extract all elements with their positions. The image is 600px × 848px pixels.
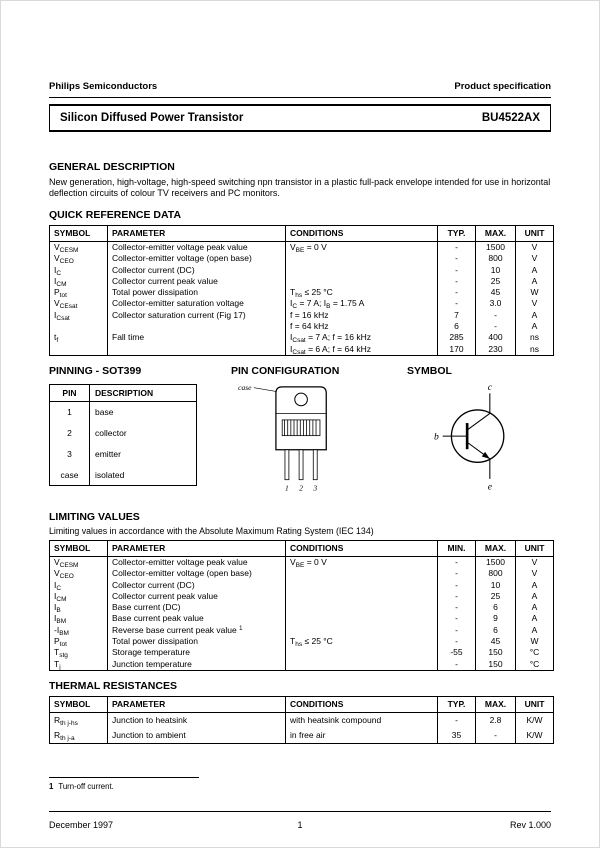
table-cell: ns	[516, 332, 554, 343]
table-row	[50, 401, 197, 422]
table-cell: -	[438, 276, 476, 287]
table-cell: -55	[438, 647, 476, 658]
table-cell: $T_{hs} \le 25$ °C	[286, 636, 438, 647]
pin-leg-2	[299, 450, 303, 480]
emitter-label: e	[487, 481, 492, 493]
case-label: case	[238, 382, 252, 392]
table-cell: A	[516, 276, 554, 287]
table-cell: 6	[438, 321, 476, 332]
table-cell: -	[476, 728, 516, 744]
part-number: BU4522AX	[481, 112, 540, 124]
quick-reference-heading: QUICK REFERENCE DATA	[49, 209, 182, 221]
table-row	[50, 276, 554, 287]
table-cell: Collector current peak value	[108, 591, 286, 602]
mounting-hole	[295, 393, 308, 406]
table-cell: $T_j$	[50, 659, 108, 671]
table-row	[50, 265, 554, 276]
column-header: PARAMETER	[108, 226, 286, 242]
document-header	[49, 81, 551, 92]
table-cell: $R_{th j-a}$	[50, 728, 108, 744]
limiting-values-heading: LIMITING VALUES	[49, 510, 140, 523]
symbol-column	[407, 365, 551, 502]
table-cell: Storage temperature	[108, 647, 286, 658]
table-row	[50, 568, 554, 579]
case-leader-line	[254, 388, 277, 392]
quick-reference-section	[49, 209, 551, 356]
table-row	[50, 659, 554, 671]
table-cell: $T_{hs} \le 25$ °C	[286, 287, 438, 298]
table-row	[50, 602, 554, 613]
table-cell	[108, 344, 286, 356]
table-row	[50, 580, 554, 591]
table-cell: emitter	[90, 443, 197, 464]
table-cell: Collector-emitter voltage (open base)	[108, 253, 286, 264]
table-cell: $V_{BE} = 0$ V	[286, 556, 438, 568]
table-cell: $V_{CEsat}$	[50, 298, 108, 309]
column-header: UNIT	[516, 226, 554, 242]
column-header: SYMBOL	[50, 540, 108, 556]
table-row	[50, 242, 554, 254]
header-rule	[49, 97, 551, 98]
footnote-body: Turn-off current.	[58, 782, 114, 791]
symbol-figure	[427, 381, 551, 498]
table-cell: V	[516, 568, 554, 579]
table-cell: $P_{tot}$	[50, 287, 108, 298]
column-header: MAX.	[476, 540, 516, 556]
pin-leg-3	[313, 450, 317, 480]
table-cell: K/W	[516, 712, 554, 728]
table-row	[50, 443, 197, 464]
table-cell: in free air	[286, 728, 438, 744]
limiting-values-table	[49, 540, 554, 671]
pin-configuration-figure	[235, 379, 407, 502]
table-row	[50, 613, 554, 624]
table-header-row	[50, 696, 554, 712]
table-cell: -	[438, 253, 476, 264]
document-title: Silicon Diffused Power Transistor	[60, 112, 244, 124]
table-cell: 10	[476, 580, 516, 591]
table-row	[50, 556, 554, 568]
table-cell: -	[438, 568, 476, 579]
table-cell: 800	[476, 253, 516, 264]
table-cell: A	[516, 580, 554, 591]
table-cell: -	[438, 287, 476, 298]
table-cell: 6	[476, 625, 516, 636]
table-cell: $V_{BE} = 0$ V	[286, 242, 438, 254]
column-header: CONDITIONS	[286, 226, 438, 242]
table-row	[50, 625, 554, 636]
table-cell	[286, 659, 438, 671]
table-cell: 3	[50, 443, 90, 464]
emitter-arrow	[482, 452, 490, 459]
table-cell: $I_C$	[50, 265, 108, 276]
footer-revision: Rev 1.000	[509, 820, 551, 830]
pinning-heading: PINNING - SOT399	[49, 364, 142, 377]
table-cell: 800	[476, 568, 516, 579]
table-cell: $I_B$	[50, 602, 108, 613]
table-row	[50, 636, 554, 647]
table-cell: °C	[516, 659, 554, 671]
column-header: SYMBOL	[50, 226, 108, 242]
table-cell: 45	[476, 287, 516, 298]
table-cell	[286, 253, 438, 264]
table-row	[50, 321, 554, 332]
table-cell: $t_f$	[50, 332, 108, 343]
pin-label-1: 1	[285, 483, 289, 493]
table-cell	[286, 647, 438, 658]
table-cell: Total power dissipation	[108, 287, 286, 298]
table-cell: $I_C = 7$ A; $I_B = 1.75$ A	[286, 298, 438, 309]
limiting-values-note: Limiting values in accordance with the Absolute Maximum Rating System (IEC 134)	[49, 525, 374, 536]
table-cell: -	[438, 659, 476, 671]
table-row	[50, 712, 554, 728]
general-description-section	[49, 161, 551, 199]
table-cell: $I_C$	[50, 580, 108, 591]
table-cell: Fall time	[108, 332, 286, 343]
table-cell	[50, 321, 108, 332]
package-drawing	[235, 379, 353, 497]
table-cell: $P_{tot}$	[50, 636, 108, 647]
table-cell: $R_{th j-hs}$	[50, 712, 108, 728]
table-cell	[286, 613, 438, 624]
limiting-values-section	[49, 511, 551, 671]
column-header: CONDITIONS	[286, 696, 438, 712]
table-cell: $-I_{BM}$	[50, 625, 108, 636]
table-cell: $I_{Csat}$	[50, 310, 108, 321]
table-cell: 1500	[476, 242, 516, 254]
thermal-resistances-heading: THERMAL RESISTANCES	[49, 679, 177, 692]
column-header: SYMBOL	[50, 696, 108, 712]
table-cell: Collector current peak value	[108, 276, 286, 287]
footer-date: December 1997	[49, 820, 114, 830]
table-cell: Collector-emitter voltage peak value	[108, 242, 286, 254]
table-cell	[50, 344, 108, 356]
pin-leg-1	[285, 450, 289, 480]
footnote-marker: 1	[49, 782, 54, 791]
table-cell: f = 64 kHz	[286, 321, 438, 332]
table-cell: -	[438, 712, 476, 728]
table-cell: 1500	[476, 556, 516, 568]
table-cell: A	[516, 602, 554, 613]
table-row	[50, 298, 554, 309]
table-cell: -	[476, 310, 516, 321]
table-cell: Collector-emitter voltage (open base)	[108, 568, 286, 579]
column-header: CONDITIONS	[286, 540, 438, 556]
table-cell: base	[90, 401, 197, 422]
table-cell: W	[516, 287, 554, 298]
table-cell: Junction to ambient	[108, 728, 286, 744]
transistor-symbol-drawing	[427, 381, 523, 493]
table-cell: isolated	[90, 464, 197, 485]
column-header: MIN.	[438, 540, 476, 556]
column-header: MAX.	[476, 226, 516, 242]
table-cell: -	[476, 321, 516, 332]
column-header: DESCRIPTION	[90, 384, 197, 401]
pinning-row	[49, 365, 551, 502]
pin-label-3: 3	[313, 483, 318, 493]
table-cell: -	[438, 265, 476, 276]
table-row	[50, 422, 197, 443]
table-cell: 35	[438, 728, 476, 744]
table-cell: Base current peak value	[108, 613, 286, 624]
table-cell: 2	[50, 422, 90, 443]
table-row	[50, 253, 554, 264]
table-cell: 1	[50, 401, 90, 422]
table-cell	[108, 321, 286, 332]
table-row	[50, 332, 554, 343]
table-cell: 7	[438, 310, 476, 321]
column-header: PARAMETER	[108, 540, 286, 556]
table-cell: 45	[476, 636, 516, 647]
table-cell: A	[516, 613, 554, 624]
collector-label: c	[487, 381, 492, 393]
table-cell: 285	[438, 332, 476, 343]
document-footer	[49, 811, 551, 830]
table-cell: Collector-emitter saturation voltage	[108, 298, 286, 309]
column-header: MAX.	[476, 696, 516, 712]
pinning-column	[49, 365, 231, 502]
general-description-text: New generation, high-voltage, high-speed switching npn transistor in a plastic full-pack envelope intended for use in horizontal deflection circuits of colour TV receivers and PC monitors.	[49, 177, 551, 198]
table-cell: -	[438, 625, 476, 636]
table-cell: 6	[476, 602, 516, 613]
table-cell: Junction temperature	[108, 659, 286, 671]
table-cell	[286, 265, 438, 276]
hatch-lines	[285, 420, 316, 436]
table-cell: 230	[476, 344, 516, 356]
table-header-row	[50, 226, 554, 242]
table-cell	[286, 568, 438, 579]
table-cell: -	[438, 580, 476, 591]
symbol-heading: SYMBOL	[407, 364, 452, 377]
table-cell: -	[438, 591, 476, 602]
table-cell: -	[438, 602, 476, 613]
table-cell: Base current (DC)	[108, 602, 286, 613]
collector-line	[467, 413, 490, 430]
table-cell: A	[516, 265, 554, 276]
table-row	[50, 647, 554, 658]
package-body	[276, 387, 326, 450]
table-cell: $I_{Csat} = 7$ A; f = 16 kHz	[286, 332, 438, 343]
table-cell	[286, 580, 438, 591]
table-cell: Total power dissipation	[108, 636, 286, 647]
general-description-heading: GENERAL DESCRIPTION	[49, 161, 175, 173]
table-row	[50, 728, 554, 744]
table-cell: A	[516, 625, 554, 636]
footnote-text	[49, 782, 199, 791]
table-cell: -	[438, 242, 476, 254]
table-cell: -	[438, 636, 476, 647]
column-header: PARAMETER	[108, 696, 286, 712]
thermal-resistances-table	[49, 696, 554, 744]
table-cell: °C	[516, 647, 554, 658]
table-cell: -	[438, 556, 476, 568]
table-cell: $V_{CEO}$	[50, 568, 108, 579]
table-cell: ns	[516, 344, 554, 356]
table-cell: 3.0	[476, 298, 516, 309]
column-header: TYP.	[438, 696, 476, 712]
table-cell: $T_{stg}$	[50, 647, 108, 658]
table-cell: A	[516, 310, 554, 321]
pin-label-2: 2	[299, 483, 303, 493]
pinning-table	[49, 384, 197, 486]
table-cell: 25	[476, 276, 516, 287]
table-row	[50, 344, 554, 356]
table-row	[50, 287, 554, 298]
table-row	[50, 464, 197, 485]
table-cell: K/W	[516, 728, 554, 744]
table-cell: -	[438, 613, 476, 624]
table-cell: collector	[90, 422, 197, 443]
table-cell: -	[438, 298, 476, 309]
table-cell: case	[50, 464, 90, 485]
table-cell: 25	[476, 591, 516, 602]
table-cell: V	[516, 556, 554, 568]
table-cell: 170	[438, 344, 476, 356]
column-header: UNIT	[516, 696, 554, 712]
table-cell: $V_{CESM}$	[50, 242, 108, 254]
footnote-rule	[49, 777, 199, 778]
table-row	[50, 591, 554, 602]
table-cell: Junction to heatsink	[108, 712, 286, 728]
table-cell: 150	[476, 659, 516, 671]
table-cell: $I_{Csat} = 6$ A; f = 64 kHz	[286, 344, 438, 356]
table-cell: f = 16 kHz	[286, 310, 438, 321]
column-header: UNIT	[516, 540, 554, 556]
spec-type: Product specification	[454, 81, 551, 92]
table-cell: 400	[476, 332, 516, 343]
table-cell: V	[516, 298, 554, 309]
title-bar	[49, 104, 551, 132]
table-cell: $V_{CESM}$	[50, 556, 108, 568]
column-header: PIN	[50, 384, 90, 401]
table-cell: $I_{BM}$	[50, 613, 108, 624]
table-cell: A	[516, 591, 554, 602]
column-header: TYP.	[438, 226, 476, 242]
table-cell: Collector current (DC)	[108, 580, 286, 591]
table-cell	[286, 591, 438, 602]
footnote	[49, 777, 199, 791]
table-cell	[286, 625, 438, 636]
table-header-row	[50, 384, 197, 401]
company-name: Philips Semiconductors	[49, 81, 158, 92]
table-cell: Collector current (DC)	[108, 265, 286, 276]
table-cell: V	[516, 242, 554, 254]
table-cell: with heatsink compound	[286, 712, 438, 728]
table-cell: $I_{CM}$	[50, 591, 108, 602]
table-cell: 10	[476, 265, 516, 276]
table-cell: Collector saturation current (Fig 17)	[108, 310, 286, 321]
table-cell: V	[516, 253, 554, 264]
table-cell: 2.8	[476, 712, 516, 728]
pin-configuration-heading: PIN CONFIGURATION	[231, 364, 340, 377]
table-cell	[286, 602, 438, 613]
table-row	[50, 310, 554, 321]
table-cell: W	[516, 636, 554, 647]
table-cell: Collector-emitter voltage peak value	[108, 556, 286, 568]
table-cell: 9	[476, 613, 516, 624]
table-cell: $I_{CM}$	[50, 276, 108, 287]
pin-configuration-column	[231, 365, 407, 502]
table-header-row	[50, 540, 554, 556]
base-label: b	[433, 431, 439, 443]
table-cell	[286, 276, 438, 287]
quick-reference-table	[49, 225, 554, 356]
table-cell: A	[516, 321, 554, 332]
table-cell: Reverse base current peak value $^1$	[108, 625, 286, 636]
table-cell: 150	[476, 647, 516, 658]
table-cell: $V_{CEO}$	[50, 253, 108, 264]
footer-page-number: 1	[297, 820, 303, 830]
thermal-resistances-section	[49, 680, 551, 744]
